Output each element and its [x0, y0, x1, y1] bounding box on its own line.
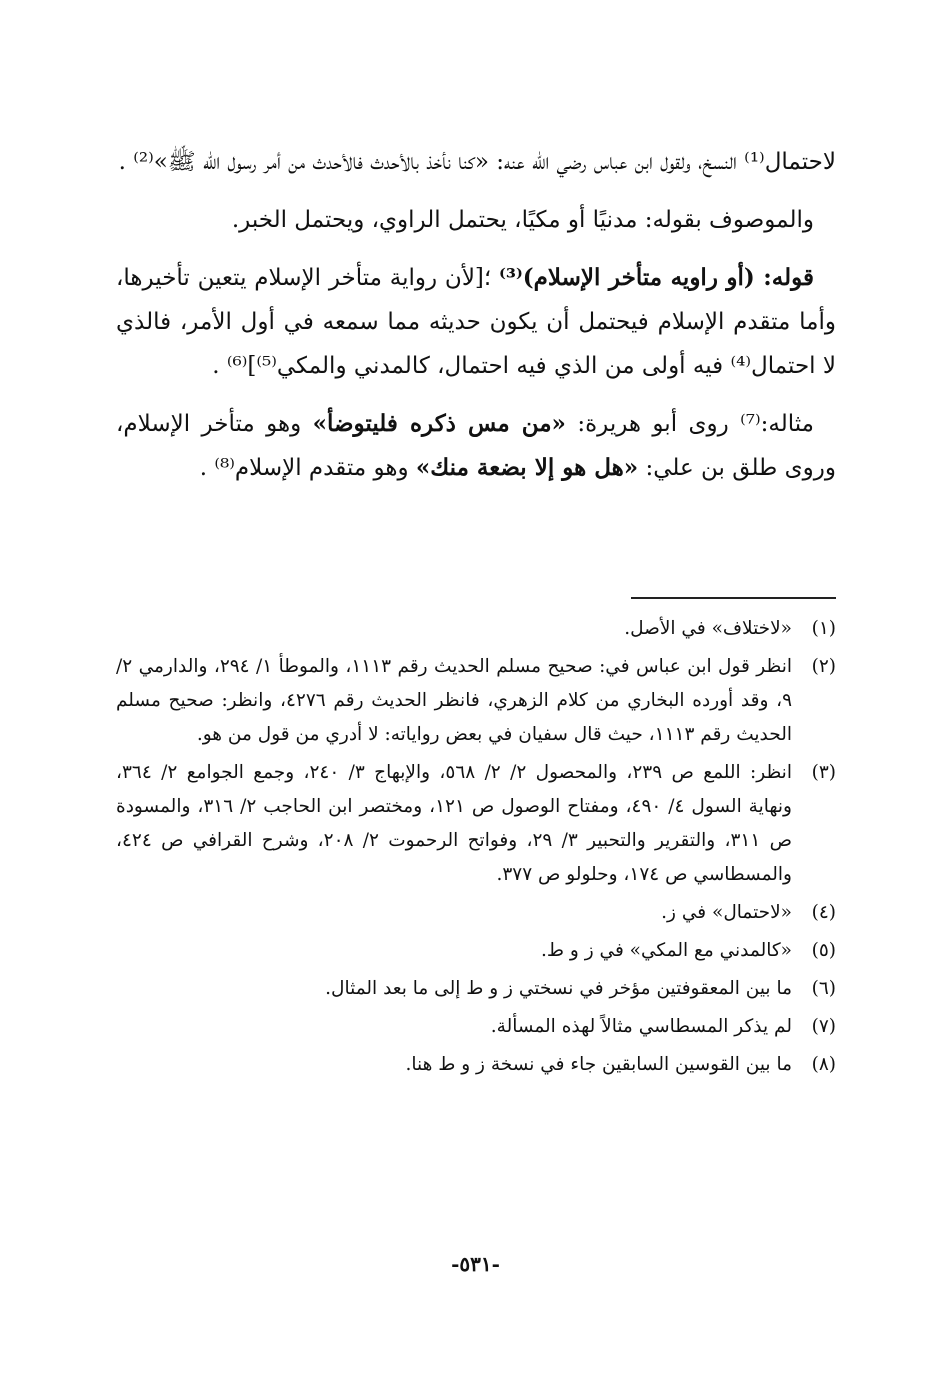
main-text-block — [116, 140, 836, 504]
footnote-item — [116, 972, 836, 1006]
footnote-item — [116, 756, 836, 892]
footnote-text: انظر: اللمع ص ٢٣٩، والمحصول ٢/ ٢/ ٥٦٨، والإبهاج ٣/ ٢٤٠، وجمع الجوامع ٢/ ٣٦٤، ونهاية السول ٤/ ٤٩٠، ومفتاح الوصول ص ١٢١، ومختصر ابن الحاجب ٢/ ٣١٦، والمسودة ص ٣١١، والتقرير والتحبير ٣/ ٢٩، وفواتح الرحموت ٢/ ٢٠٨، وشرح القرافي ص ٤٢٤، والمسطاسي ص ١٧٤، وحلولو ص ٣٧٧. — [116, 762, 792, 885]
footnote-text: «لاحتمال» في ز. — [661, 902, 792, 923]
paragraph-1-text: لاحتمال⁽¹⁾ النسخ، ولقول ابن عباس رضي الله عنه: «كنا نأخذ بالأحدث فالأحدث من أمر رسول الله ﷺ»⁽²⁾ . — [118, 149, 836, 175]
footnote-divider — [631, 597, 836, 599]
footnote-number: (١) — [811, 618, 836, 639]
footnotes-block — [116, 612, 836, 1086]
footnote-number: (٥) — [811, 940, 836, 961]
paragraph-1 — [116, 140, 836, 184]
page-number: -٥٣١- — [451, 1252, 500, 1276]
paragraph-3 — [116, 256, 836, 388]
footnote-number: (٤) — [811, 902, 836, 923]
footnote-number: (٨) — [811, 1054, 836, 1075]
paragraph-2 — [116, 198, 836, 242]
paragraph-4-hadith-1: «من مس ذكره فليتوضأ» — [312, 410, 566, 437]
footnote-number: (٣) — [811, 762, 836, 783]
footnote-number: (٧) — [811, 1016, 836, 1037]
footnote-text: لم يذكر المسطاسي مثالاً لهذه المسألة. — [490, 1016, 792, 1037]
paragraph-3-text: ؛[لأن رواية متأخر الإسلام يتعين تأخيرها، وأما متقدم الإسلام فيحتمل أن يكون حديثه مما سمعه في أول الأمر، فالذي لا احتمال⁽⁴⁾ فيه أولى من الذي فيه احتمال، كالمدني والمكي⁽⁵⁾]⁽⁶⁾ . — [116, 265, 836, 379]
footnote-text: «كالمدني مع المكي» في ز و ط. — [541, 940, 792, 961]
paragraph-4-text-a: مثاله:⁽⁷⁾ روى أبو هريرة: — [565, 411, 814, 437]
footnote-item — [116, 650, 836, 752]
paragraph-4-text-e: وهو متقدم الإسلام⁽⁸⁾ . — [199, 455, 416, 481]
footnote-number: (٦) — [811, 978, 836, 999]
footnote-text: ما بين القوسين السابقين جاء في نسخة ز و ط هنا. — [405, 1054, 792, 1075]
footnote-number: (٢) — [811, 656, 836, 677]
footnote-text: ما بين المعقوفتين مؤخر في نسختي ز و ط إلى ما بعد المثال. — [325, 978, 792, 999]
footnote-text: «لاختلاف» في الأصل. — [624, 618, 792, 639]
footnote-item — [116, 612, 836, 646]
footnote-text: انظر قول ابن عباس في: صحيح مسلم الحديث رقم ١١١٣، والموطأ ١/ ٢٩٤، والدارمي ٢/ ٩، وقد أورده البخاري من كلام الزهري، فانظر الحديث رقم ٤٢٧٦، وانظر: صحيح مسلم الحديث رقم ١١١٣، حيث قال سفيان في بعض رواياته: لا أدري من قول من هو. — [116, 656, 793, 745]
footnote-item — [116, 1048, 836, 1082]
footnote-item — [116, 896, 836, 930]
paragraph-4-hadith-2: «هل هو إلا بضعة منك» — [415, 454, 639, 481]
paragraph-4-text-c: وهو متأخر الإسلام، وروى طلق بن علي: — [116, 411, 836, 481]
paragraph-2-text: والموصوف بقوله: مدنيًا أو مكيًا، يحتمل الراوي، ويحتمل الخبر. — [231, 207, 814, 233]
paragraph-3-heading: قوله: (أو راويه متأخر الإسلام)⁽³⁾ — [499, 264, 814, 291]
paragraph-4 — [116, 402, 836, 490]
footnote-item — [116, 1010, 836, 1044]
footnote-item — [116, 934, 836, 968]
